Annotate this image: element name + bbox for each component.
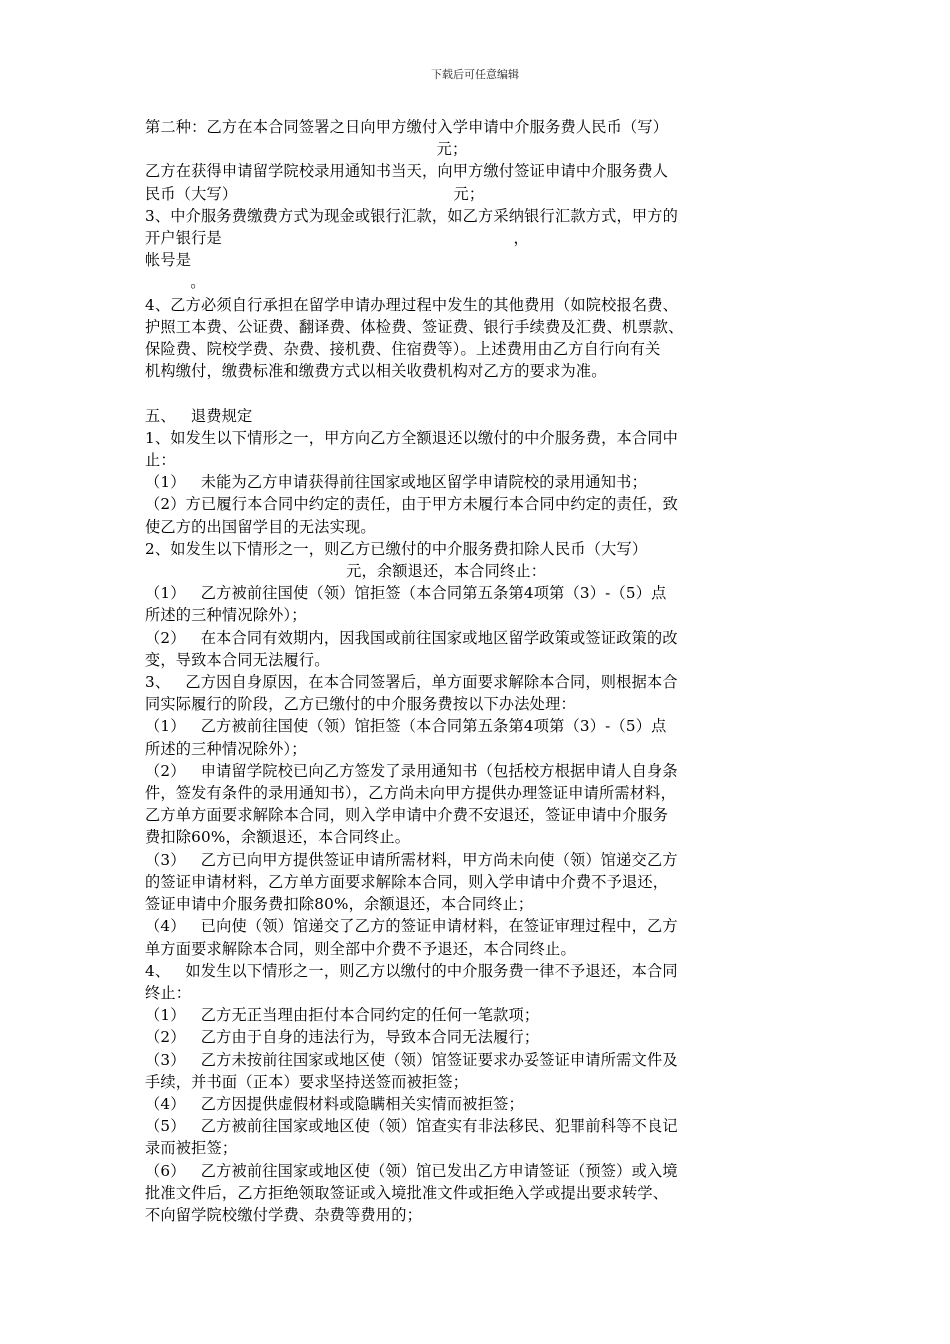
text-line: （2）方已履行本合同中约定的责任，由于甲方未履行本合同中约定的责任，致 (145, 495, 679, 514)
text-line: 3、 乙方因自身原因，在本合同签署后，单方面要求解除本合同，则根据本合 (145, 673, 678, 692)
text-line: 五、 退费规定 (145, 406, 253, 425)
text-line: 同实际履行的阶段，乙方已缴付的中介服务费按以下办法处理： (145, 695, 576, 714)
text-line: （5） 乙方被前往国家或地区使（领）馆查实有非法移民、犯罪前科等不良记 (145, 1117, 678, 1136)
text-line: 的签证申请材料，乙方单方面要求解除本合同，则入学申请中介费不予退还， (145, 872, 669, 891)
page-header: 下载后可任意编辑 (431, 68, 519, 81)
text-line: 元； (145, 140, 468, 159)
text-line: 手续，并书面（正本）要求坚持送签而被拒签； (145, 1072, 469, 1091)
text-line: （1） 乙方被前往国使（领）馆拒签（本合同第五条第4项第（3）-（5）点 (145, 717, 667, 736)
text-line: （1） 乙方无正当理由拒付本合同约定的任何一笔款项； (145, 1006, 540, 1025)
text-line: （2） 申请留学院校已向乙方签发了录用通知书（包括校方根据申请人自身条 (145, 761, 678, 780)
text-line: 签证申请中介服务费扣除80%，余额退还，本合同终止； (145, 895, 534, 914)
text-line: 所述的三种情况除外）； (145, 739, 307, 758)
text-line: （2） 乙方由于自身的违法行为，导致本合同无法履行； (145, 1028, 540, 1047)
text-line: 所述的三种情况除外）； (145, 606, 307, 625)
text-line: 1、如发生以下情形之一，甲方向乙方全额退还以缴付的中介服务费，本合同中 (145, 428, 679, 447)
text-line: 帐号是 (145, 251, 192, 270)
text-line: （6） 乙方被前往国家或地区使（领）馆已发出乙方申请签证（预签）或入境 (145, 1161, 678, 1180)
text-line: 机构缴付，缴费标准和缴费方式以相关收费机构对乙方的要求为准。 (145, 362, 607, 381)
text-line: （1） 未能为乙方申请获得前往国家或地区留学申请院校的录用通知书； (145, 473, 647, 492)
text-line (145, 382, 810, 404)
text-line: 录而被拒签； (145, 1139, 238, 1158)
document-body (145, 116, 810, 1226)
text-line: 2、如发生以下情形之一，则乙方已缴付的中介服务费扣除人民币（大写） (145, 539, 648, 558)
text-line: （3） 乙方未按前往国家或地区使（领）馆签证要求办妥签证申请所需文件及 (145, 1050, 678, 1069)
text-line: 元，余额退还，本合同终止： (145, 562, 547, 581)
text-line: （2） 在本合同有效期内，因我国或前往国家或地区留学政策或签证政策的改 (145, 628, 678, 647)
text-line: （4） 已向使（领）馆递交了乙方的签证申请材料，在签证审理过程中，乙方 (145, 917, 678, 936)
text-line: 单方面要求解除本合同，则全部中介费不予退还，本合同终止。 (145, 939, 576, 958)
text-line: 4、乙方必须自行承担在留学申请办理过程中发生的其他费用（如院校报名费、 (145, 295, 679, 314)
text-line: （4） 乙方因提供虚假材料或隐瞒相关实情而被拒签； (145, 1094, 524, 1113)
text-line: 乙方单方面要求解除本合同，则入学申请中介费不安退还，签证申请中介服务 (145, 806, 669, 825)
text-line: 批准文件后，乙方拒绝领取签证或入境批准文件或拒绝入学或提出要求转学、 (145, 1183, 669, 1202)
text-line: 第二种：乙方在本合同签署之日向甲方缴付入学申请中介服务费人民币（写） (145, 118, 669, 136)
text-line: 。 (145, 273, 206, 292)
text-line: 件，签发有条件的录用通知书），乙方尚未向甲方提供办理签证申请所需材料， (145, 784, 676, 803)
text-line: 使乙方的出国留学目的无法实现。 (145, 517, 376, 536)
text-line: （1） 乙方被前往国使（领）馆拒签（本合同第五条第4项第（3）-（5）点 (145, 584, 667, 603)
text-line: 民币（大写） 元； (145, 184, 485, 203)
text-line: 4、 如发生以下情形之一，则乙方以缴付的中介服务费一律不予退还，本合同 (145, 961, 678, 980)
text-line: 止： (145, 451, 176, 470)
text-line: 费扣除60%，余额退还，本合同终止。 (145, 828, 411, 847)
text-line: 乙方在获得申请留学院校录用通知书当天，向甲方缴付签证申请中介服务费人 (145, 162, 669, 181)
text-line: 3、中介服务费缴费方式为现金或银行汇款，如乙方采纳银行汇款方式，甲方的 (145, 206, 679, 225)
text-line: （3） 乙方已向甲方提供签证申请所需材料，甲方尚未向使（领）馆递交乙方 (145, 850, 678, 869)
text-line: 保险费、院校学费、杂费、接机费、住宿费等）。上述费用由乙方自行向有关 (145, 340, 661, 359)
text-line: 终止： (145, 983, 192, 1002)
text-line: 变，导致本合同无法履行。 (145, 650, 330, 669)
text-line: 开户银行是 ， (145, 229, 529, 248)
text-line: 不向留学院校缴付学费、杂费等费用的； (145, 1205, 422, 1224)
text-line: 护照工本费、公证费、翻译费、体检费、签证费、银行手续费及汇费、机票款、 (145, 317, 684, 336)
